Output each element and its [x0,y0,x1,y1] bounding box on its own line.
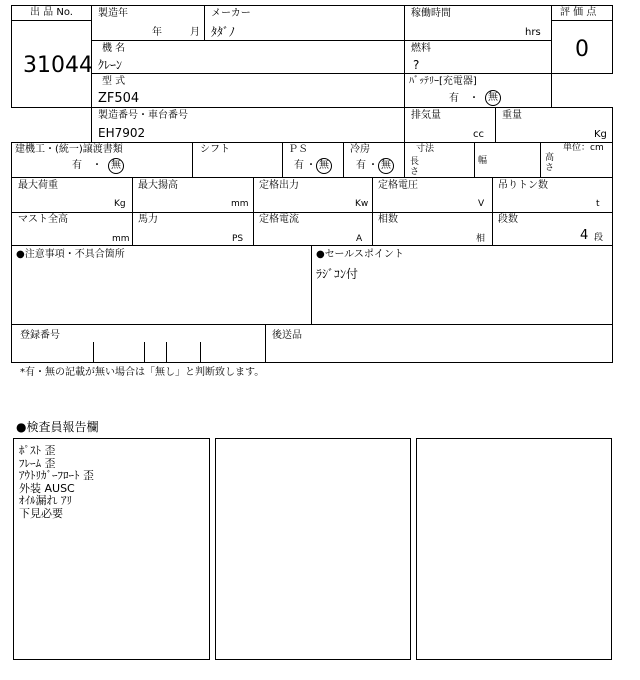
inspector-line: ｱｳﾄﾘｶﾞｰﾌﾛｰﾄ 歪 [19,469,94,482]
year-unit-year: 年 [152,27,162,38]
inspector-line: ﾎﾟｽﾄ 歪 [19,444,56,457]
model-name-label: 機 名 [102,43,126,54]
type-value: ZF504 [98,91,140,106]
score-value-cell [551,20,613,74]
caution-cell [11,245,312,325]
serial-cell [91,107,405,143]
serial-label: 製造番号・車台番号 [98,110,188,121]
registration-cell [11,324,266,363]
transfer-label: 建機工・(統一)譲渡書類 [15,144,123,155]
ps-label: ＰＳ [288,144,308,155]
displacement-label: 排気量 [411,110,441,121]
type-label: 型 式 [102,76,126,87]
type-cell [91,73,405,108]
inspector-box-2 [215,438,411,660]
fuel-value: ? [413,58,420,72]
ps-no-circled: 無 [316,158,332,174]
model-name-value: ｸﾚｰﾝ [98,58,123,72]
rated-voltage-label: 定格電圧 [378,180,418,191]
inspector-line: ｵｲﾙ漏れ ｱﾘ [19,494,72,507]
hoist-ton-label: 吊りトン数 [498,180,548,191]
transfer-yes: 有 [72,160,82,171]
transfer-no-circled: 無 [108,158,124,174]
phase-unit: 相 [476,234,486,244]
cooling-yes: 有 [356,160,366,171]
weight-cell [495,107,613,143]
hours-cell [404,5,552,41]
battery-sep: ・ [469,93,479,104]
spec-table [11,142,613,246]
mast-height-label: マスト全高 [18,214,68,225]
max-load-unit: Kg [114,199,126,209]
ps-sep: ・ [306,160,316,171]
item-no-label-cell [11,5,92,21]
hours-label: 稼働時間 [411,8,451,19]
maker-label: メーカー [211,8,251,19]
shift-label: シフト [200,144,230,155]
inspector-box-3 [416,438,612,660]
caution-label: ●注意事項・不具合箇所 [16,249,125,260]
mast-height-unit: mm [112,234,130,244]
inspector-line: ﾌﾚｰﾑ 歪 [19,456,56,470]
horsepower-label: 馬力 [138,214,158,225]
rated-current-label: 定格電流 [259,214,299,225]
hoist-ton-unit: t [596,199,600,209]
hours-unit: hrs [525,27,541,38]
length-label: 長さ [410,157,420,177]
stage-unit: 段 [594,233,604,243]
max-load-label: 最大荷重 [18,180,58,191]
score-label-cell [551,5,613,21]
displacement-cell [404,107,496,143]
battery-label: ﾊﾞｯﾃﾘｰ[充電器] [409,76,477,87]
item-no-value-cell [11,20,92,108]
footnote: *有・無の記載が無い場合は「無し」と判断致します。 [20,367,265,378]
rated-voltage-unit: V [478,199,485,209]
max-lift-unit: mm [231,199,249,209]
item-no-label: 出 品 No. [30,7,73,18]
fuel-label: 燃料 [411,43,431,54]
year-cell [91,5,205,41]
inspector-line: 外装 AUSC [19,481,75,495]
score-label: 評 価 点 [560,7,597,18]
battery-no-circled: 無 [485,90,501,106]
rated-output-label: 定格出力 [259,180,299,191]
displacement-unit: cc [473,129,484,140]
maker-value: ﾀﾀﾞﾉ [211,25,236,39]
ps-yes: 有 [294,160,304,171]
model-name-cell [91,40,405,74]
year-label: 製造年 [98,8,128,19]
stage-value: 4 [580,228,589,243]
sales-value: ﾗｼﾞｺﾝ付 [316,267,359,281]
serial-value: EH7902 [98,126,146,140]
max-lift-label: 最大揚高 [138,180,178,191]
horsepower-unit: PS [232,234,244,244]
dim-label: 寸法 [416,144,435,154]
phase-label: 相数 [378,214,398,225]
post-item-cell [265,324,613,363]
score-value: 0 [575,37,589,62]
dim-unit: 単位：cm [563,143,604,153]
cooling-no-circled: 無 [378,158,394,174]
item-no-value: 31044 [23,53,93,78]
width-label: 幅 [478,156,488,166]
rated-current-unit: A [356,234,363,244]
sales-label: ●セールスポイント [316,249,404,260]
stage-label: 段数 [498,214,518,225]
inspector-box-1 [13,438,210,660]
inspector-line: 下見必要 [19,506,63,520]
sales-cell [311,245,613,325]
registration-label: 登録番号 [20,330,60,341]
inspector-title: ●検査員報告欄 [16,420,99,434]
inspector-lines [19,445,94,520]
transfer-sep: ・ [92,160,102,171]
maker-cell [204,5,405,41]
rated-output-unit: Kw [355,199,369,209]
battery-yes: 有 [449,93,459,104]
battery-cell [404,73,552,108]
fuel-cell [404,40,552,74]
height-label: 高さ [545,153,555,173]
weight-label: 重量 [502,110,522,121]
weight-unit: Kg [594,129,607,140]
cooling-label: 冷房 [350,144,370,155]
post-item-label: 後送品 [272,330,302,341]
cooling-sep: ・ [368,160,378,171]
year-unit-month: 月 [190,27,200,38]
